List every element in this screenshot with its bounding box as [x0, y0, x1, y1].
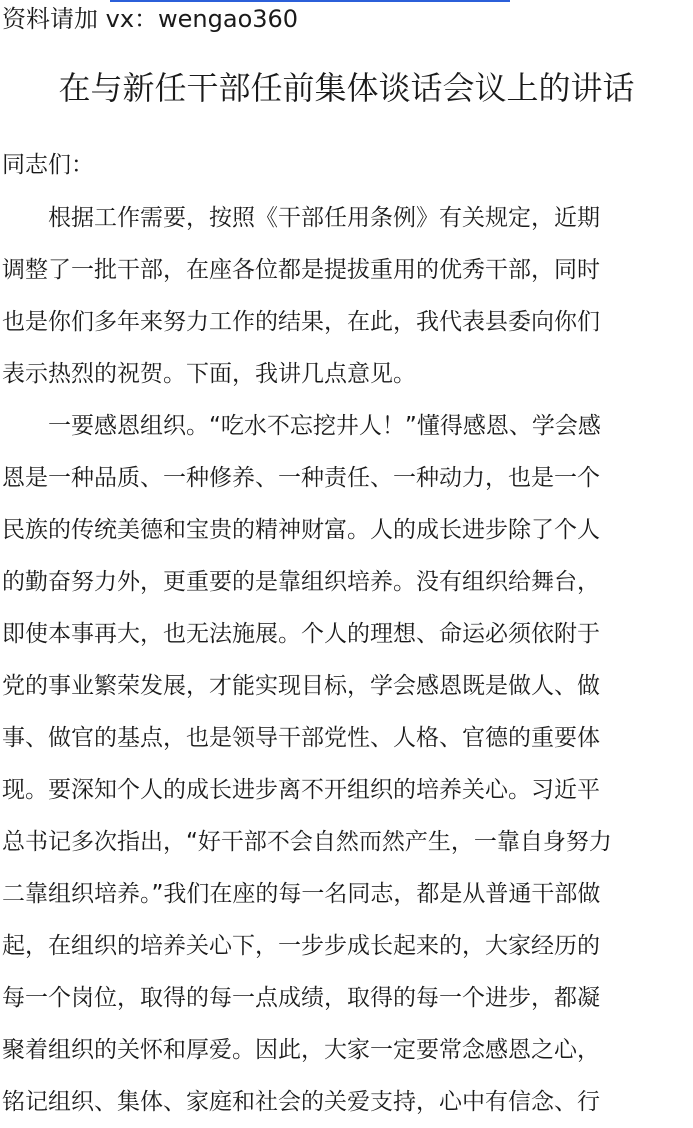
paragraph-line: 总书记多次指出，“好干部不会自然而然产生，一靠自身努力 — [2, 829, 612, 855]
paragraph-line: 也是你们多年来努力工作的结果，在此，我代表县委向你们 — [2, 309, 600, 335]
paragraph-line: 每一个岗位，取得的每一点成绩，取得的每一个进步，都凝 — [2, 985, 600, 1011]
paragraph-line: 聚着组织的关怀和厚爱。因此，大家一定要常念感恩之心， — [2, 1037, 600, 1063]
paragraph-gratitude — [2, 400, 692, 1128]
paragraph-line: 二靠组织培养。”我们在座的每一名同志，都是从普通干部做 — [2, 881, 601, 907]
paragraph-line: 民族的传统美德和宝贵的精神财富。人的成长进步除了个人 — [2, 517, 600, 543]
paragraph-line: 起，在组织的培养关心下，一步步成长起来的，大家经历的 — [2, 933, 600, 959]
paragraph-line: 的勤奋努力外，更重要的是靠组织培养。没有组织给舞台， — [2, 569, 600, 595]
paragraph-line: 事、做官的基点，也是领导干部党性、人格、官德的重要体 — [2, 725, 600, 751]
contact-info: 资料请加 vx：wengao360 — [2, 5, 299, 33]
paragraph-line: 党的事业繁荣发展，才能实现目标，学会感恩既是做人、做 — [2, 673, 600, 699]
page-title: 在与新任干部任前集体谈话会议上的讲话 — [58, 69, 635, 107]
paragraph-line: 根据工作需要，按照《干部任用条例》有关规定，近期 — [2, 205, 600, 231]
paragraph-line: 现。要深知个人的成长进步离不开组织的培养关心。习近平 — [2, 777, 600, 803]
salutation: 同志们： — [2, 152, 94, 178]
paragraph-intro — [2, 192, 692, 400]
paragraph-line: 一要感恩组织。“吃水不忘挖井人！”懂得感恩、学会感 — [2, 413, 601, 439]
paragraph-line: 铭记组织、集体、家庭和社会的关爱支持，心中有信念、行 — [2, 1089, 600, 1115]
paragraph-line: 表示热烈的祝贺。下面，我讲几点意见。 — [2, 361, 416, 387]
paragraph-line: 调整了一批干部，在座各位都是提拔重用的优秀干部，同时 — [2, 257, 600, 283]
paragraph-line: 即使本事再大，也无法施展。个人的理想、命运必须依附于 — [2, 621, 600, 647]
paragraph-line: 恩是一种品质、一种修养、一种责任、一种动力，也是一个 — [2, 465, 600, 491]
